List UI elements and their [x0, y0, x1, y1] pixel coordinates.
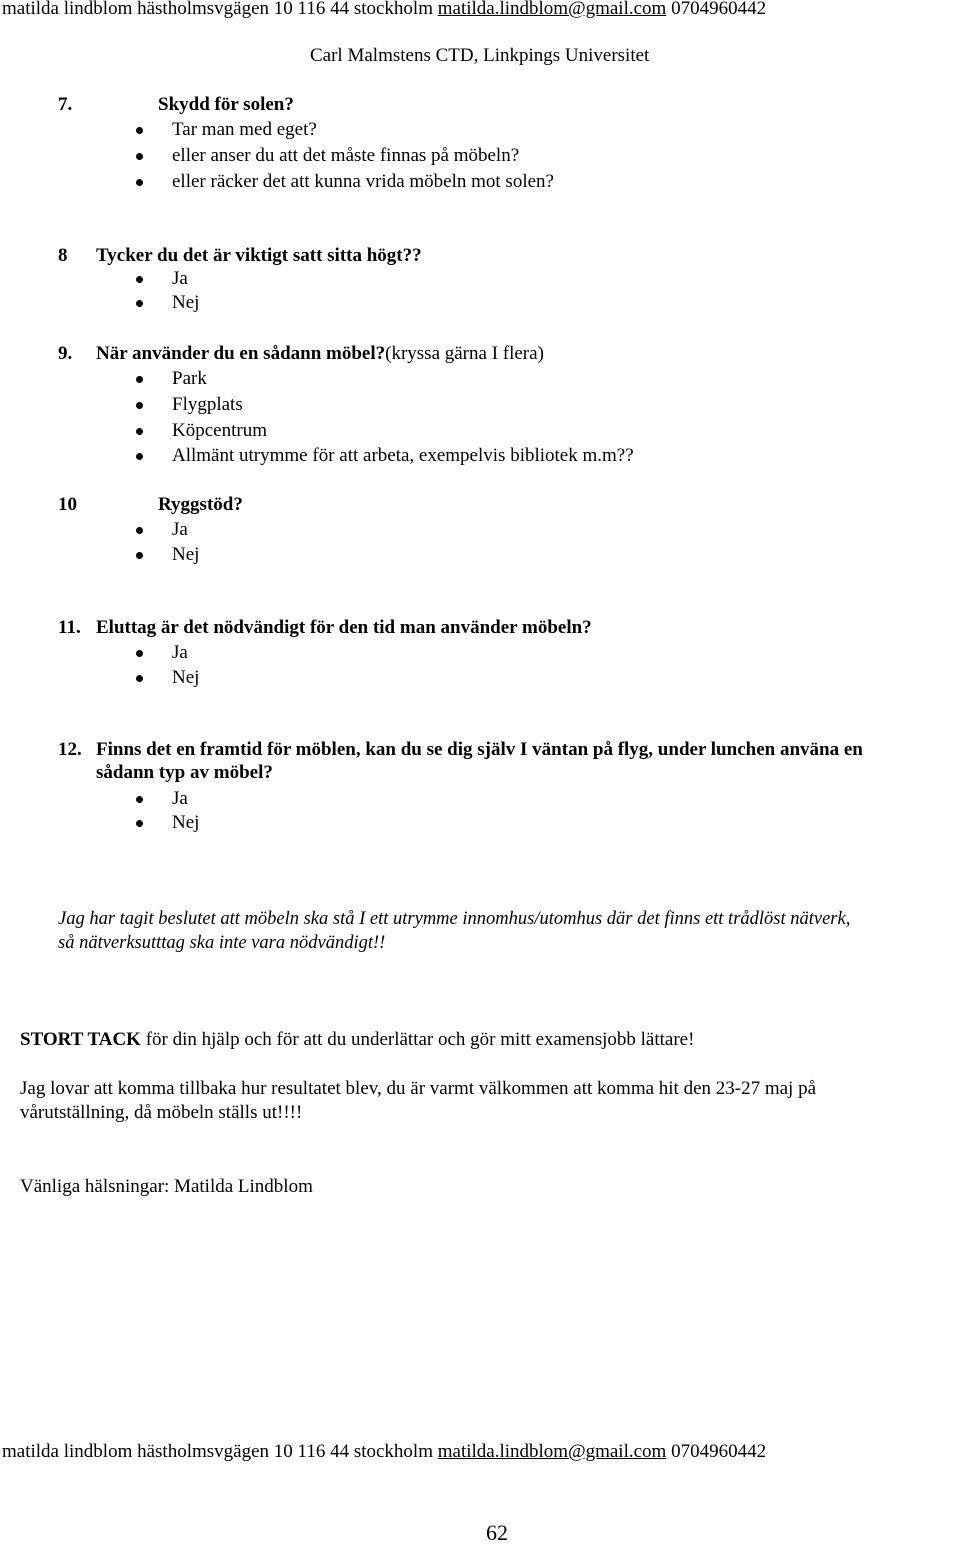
footer-name-address: matilda lindblom hästholmsvgägen 10 116 44 stockholm: [2, 1441, 433, 1462]
q12-option-ja: Ja: [172, 788, 188, 809]
q9-option: Park: [172, 368, 207, 389]
header-email-link[interactable]: matilda.lindblom@gmail.com: [437, 0, 667, 19]
bullet-icon: [136, 675, 143, 682]
question-11-number: 11.: [58, 617, 81, 638]
header-name-address: matilda lindblom hästholmsvgägen 10 116 44 stockholm: [2, 0, 433, 19]
question-9-text: [96, 343, 544, 365]
q10-option-nej: Nej: [172, 544, 200, 565]
bullet-icon: [136, 300, 143, 307]
bullet-icon: [136, 376, 143, 383]
bullet-icon: [136, 552, 143, 559]
signoff: Vänliga hälsningar: Matilda Lindblom: [20, 1176, 313, 1197]
question-8-text: Tycker du det är viktigt satt sitta högt??: [96, 245, 422, 266]
bullet-icon: [136, 402, 143, 409]
footer-phone: 0704960442: [671, 1441, 767, 1462]
bullet-icon: [136, 127, 143, 134]
note-line2: så nätverksutttag ska inte vara nödvändigt!!: [58, 933, 386, 953]
q7-option: eller räcker det att kunna vrida möbeln mot solen?: [172, 171, 554, 192]
note-line1: Jag har tagit beslutet att möbeln ska stå I ett utrymme innomhus/utomhus där det finns ett trådlöst nätverk,: [58, 909, 851, 929]
bullet-icon: [136, 820, 143, 827]
bullet-icon: [136, 276, 143, 283]
header-phone: 0704960442: [671, 0, 767, 19]
question-10-number: 10: [58, 494, 77, 515]
q7-option: Tar man med eget?: [172, 119, 317, 140]
q12-option-nej: Nej: [172, 812, 200, 833]
q10-option-ja: Ja: [172, 519, 188, 540]
promise-line2: vårutställning, då möbeln ställs ut!!!!: [20, 1102, 303, 1123]
question-9-label: När använder du en sådann möbel?: [96, 343, 386, 364]
question-12-number: 12.: [58, 739, 82, 760]
bullet-icon: [136, 527, 143, 534]
page-footer: [2, 1441, 766, 1463]
q9-option: Allmänt utrymme för att arbeta, exempelvis bibliotek m.m??: [172, 445, 634, 466]
thanks-rest: för din hjälp och för att du underlättar och gör mitt examensjobb lättare!: [140, 1029, 695, 1050]
thanks-paragraph: [20, 1029, 694, 1051]
question-9-note: (kryssa gärna I flera): [385, 343, 544, 364]
q8-option-nej: Nej: [172, 292, 200, 313]
bullet-icon: [136, 153, 143, 160]
q8-option-ja: Ja: [172, 268, 188, 289]
bullet-icon: [136, 796, 143, 803]
q11-option-ja: Ja: [172, 642, 188, 663]
question-11-text: Eluttag är det nödvändigt för den tid man använder möbeln?: [96, 617, 592, 638]
q9-option: Flygplats: [172, 394, 243, 415]
q7-option: eller anser du att det måste finnas på möbeln?: [172, 145, 520, 166]
q11-option-nej: Nej: [172, 667, 200, 688]
thanks-bold: STORT TACK: [20, 1029, 141, 1050]
bullet-icon: [136, 453, 143, 460]
footer-email-link[interactable]: matilda.lindblom@gmail.com: [437, 1441, 667, 1462]
question-10-text: Ryggstöd?: [158, 494, 243, 515]
bullet-icon: [136, 428, 143, 435]
q9-option: Köpcentrum: [172, 420, 267, 441]
question-8-number: 8: [58, 245, 68, 266]
question-12-text-line2: sådann typ av möbel?: [96, 762, 273, 783]
page-number: 62: [486, 1520, 508, 1545]
page-header-line1: [2, 0, 766, 20]
question-9-number: 9.: [58, 343, 73, 364]
bullet-icon: [136, 179, 143, 186]
bullet-icon: [136, 650, 143, 657]
question-12-text-line1: Finns det en framtid för möblen, kan du se dig själv I väntan på flyg, under lunchen använa en: [96, 739, 863, 760]
question-7-text: Skydd för solen?: [158, 94, 294, 115]
question-7-number: 7.: [58, 94, 73, 115]
page-header-line2: Carl Malmstens CTD, Linkpings Universitet: [310, 45, 650, 66]
promise-line1: Jag lovar att komma tillbaka hur resultatet blev, du är varmt välkommen att komma hit den 23-27 maj på: [20, 1078, 817, 1099]
